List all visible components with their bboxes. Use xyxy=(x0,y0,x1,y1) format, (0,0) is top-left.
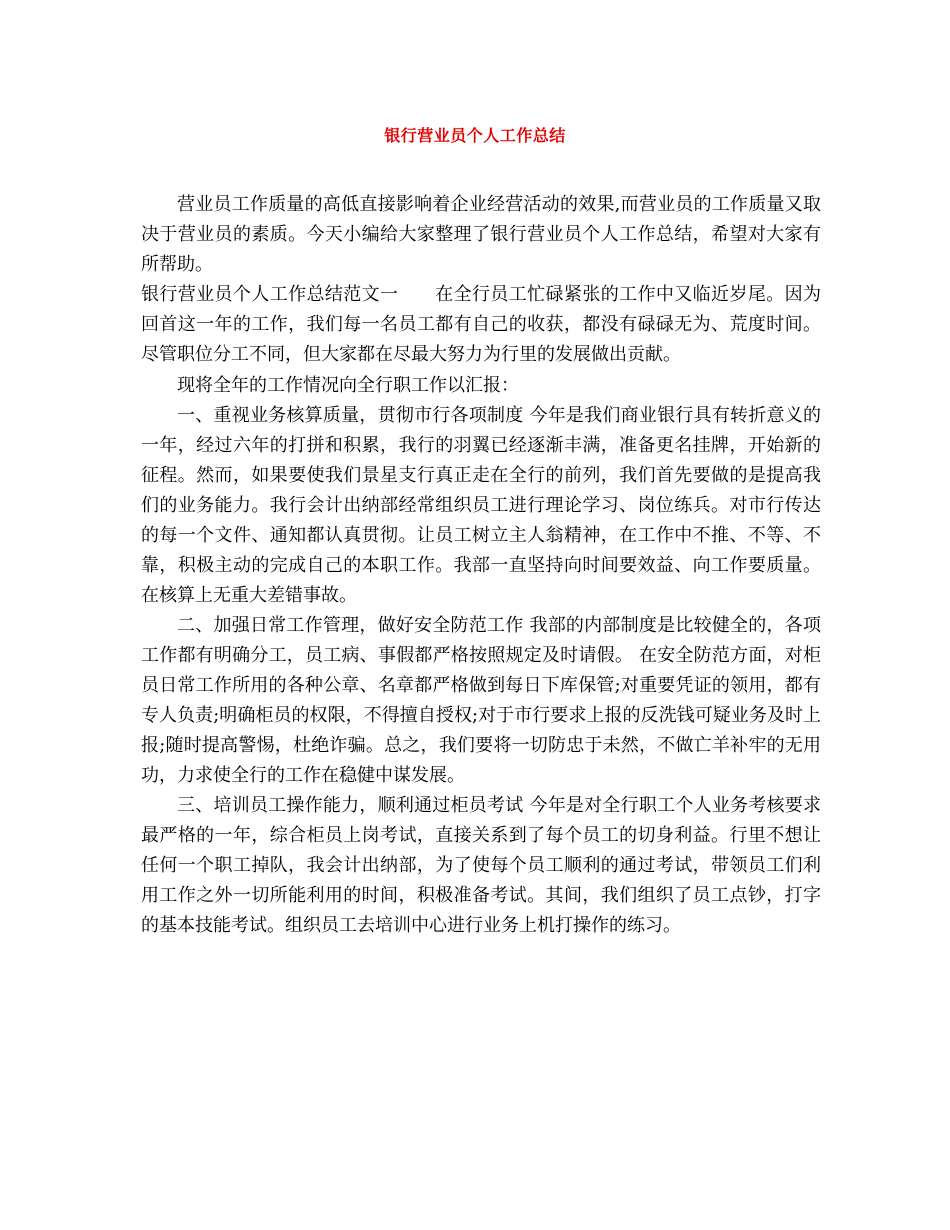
paragraph-section-one: 一、重视业务核算质量，贯彻市行各项制度 今年是我们商业银行具有转折意义的一年，经过六年的打拼和积累，我行的羽翼已经逐渐丰满，准备更名挂牌，开始新的征程。然而，如果要使我们景星支行真正走在全行的前列，我们首先要做的是提高我们的业务能力。我行会计出纳部经常组织员工进行理论学习、岗位练兵。对市行传达的每一个文件、通知都认真贯彻。让员工树立主人翁精神，在工作中不推、不等、不靠，积极主动的完成自己的本职工作。我部一直坚持向时间要效益、向工作要质量。在核算上无重大差错事故。 xyxy=(141,405,821,606)
paragraph-section-three: 三、培训员工操作能力，顺利通过柜员考试 今年是对全行职工个人业务考核要求最严格的一年，综合柜员上岗考试，直接关系到了每个员工的切身利益。行里不想让任何一个职工掉队，我会计出纳部，为了使每个员工顺利的通过考试，带领员工们利用工作之外一切所能利用的时间，积极准备考试。其间，我们组织了员工点钞，打字的基本技能考试。组织员工去培训中心进行业务上机打操作的练习。 xyxy=(141,795,821,936)
paragraph-sample-one: 银行营业员个人工作总结范文一 在全行员工忙碌紧张的工作中又临近岁尾。因为回首这一年的工作，我们每一名员工都有自己的收获，都没有碌碌无为、荒度时间。尽管职位分工不同，但大家都在尽最大努力为行里的发展做出贡献。 xyxy=(141,284,821,365)
paragraph-intro: 营业员工作质量的高低直接影响着企业经营活动的效果,而营业员的工作质量又取决于营业员的素质。今天小编给大家整理了银行营业员个人工作总结，希望对大家有所帮助。 xyxy=(141,194,821,275)
document-title: 银行营业员个人工作总结 xyxy=(384,126,566,145)
paragraph-report-intro: 现将全年的工作情况向全行职工作以汇报： xyxy=(177,375,519,396)
paragraph-section-two: 二、加强日常工作管理，做好安全防范工作 我部的内部制度是比较健全的，各项工作都有明确分工，员工病、事假都严格按照规定及时请假。 在安全防范方面，对柜员日常工作所用的各种公章、名章都严格做到每日下库保管;对重要凭证的领用，都有专人负责;明确柜员的权限，不得擅自授权;对于市行要求上报的反洗钱可疑业务及时上报;随时提高警惕，杜绝诈骗。总之，我们要将一切防忠于未然，不做亡羊补牢的无用功，力求使全行的工作在稳健中谋发展。 xyxy=(141,615,821,786)
document-body xyxy=(141,190,821,941)
